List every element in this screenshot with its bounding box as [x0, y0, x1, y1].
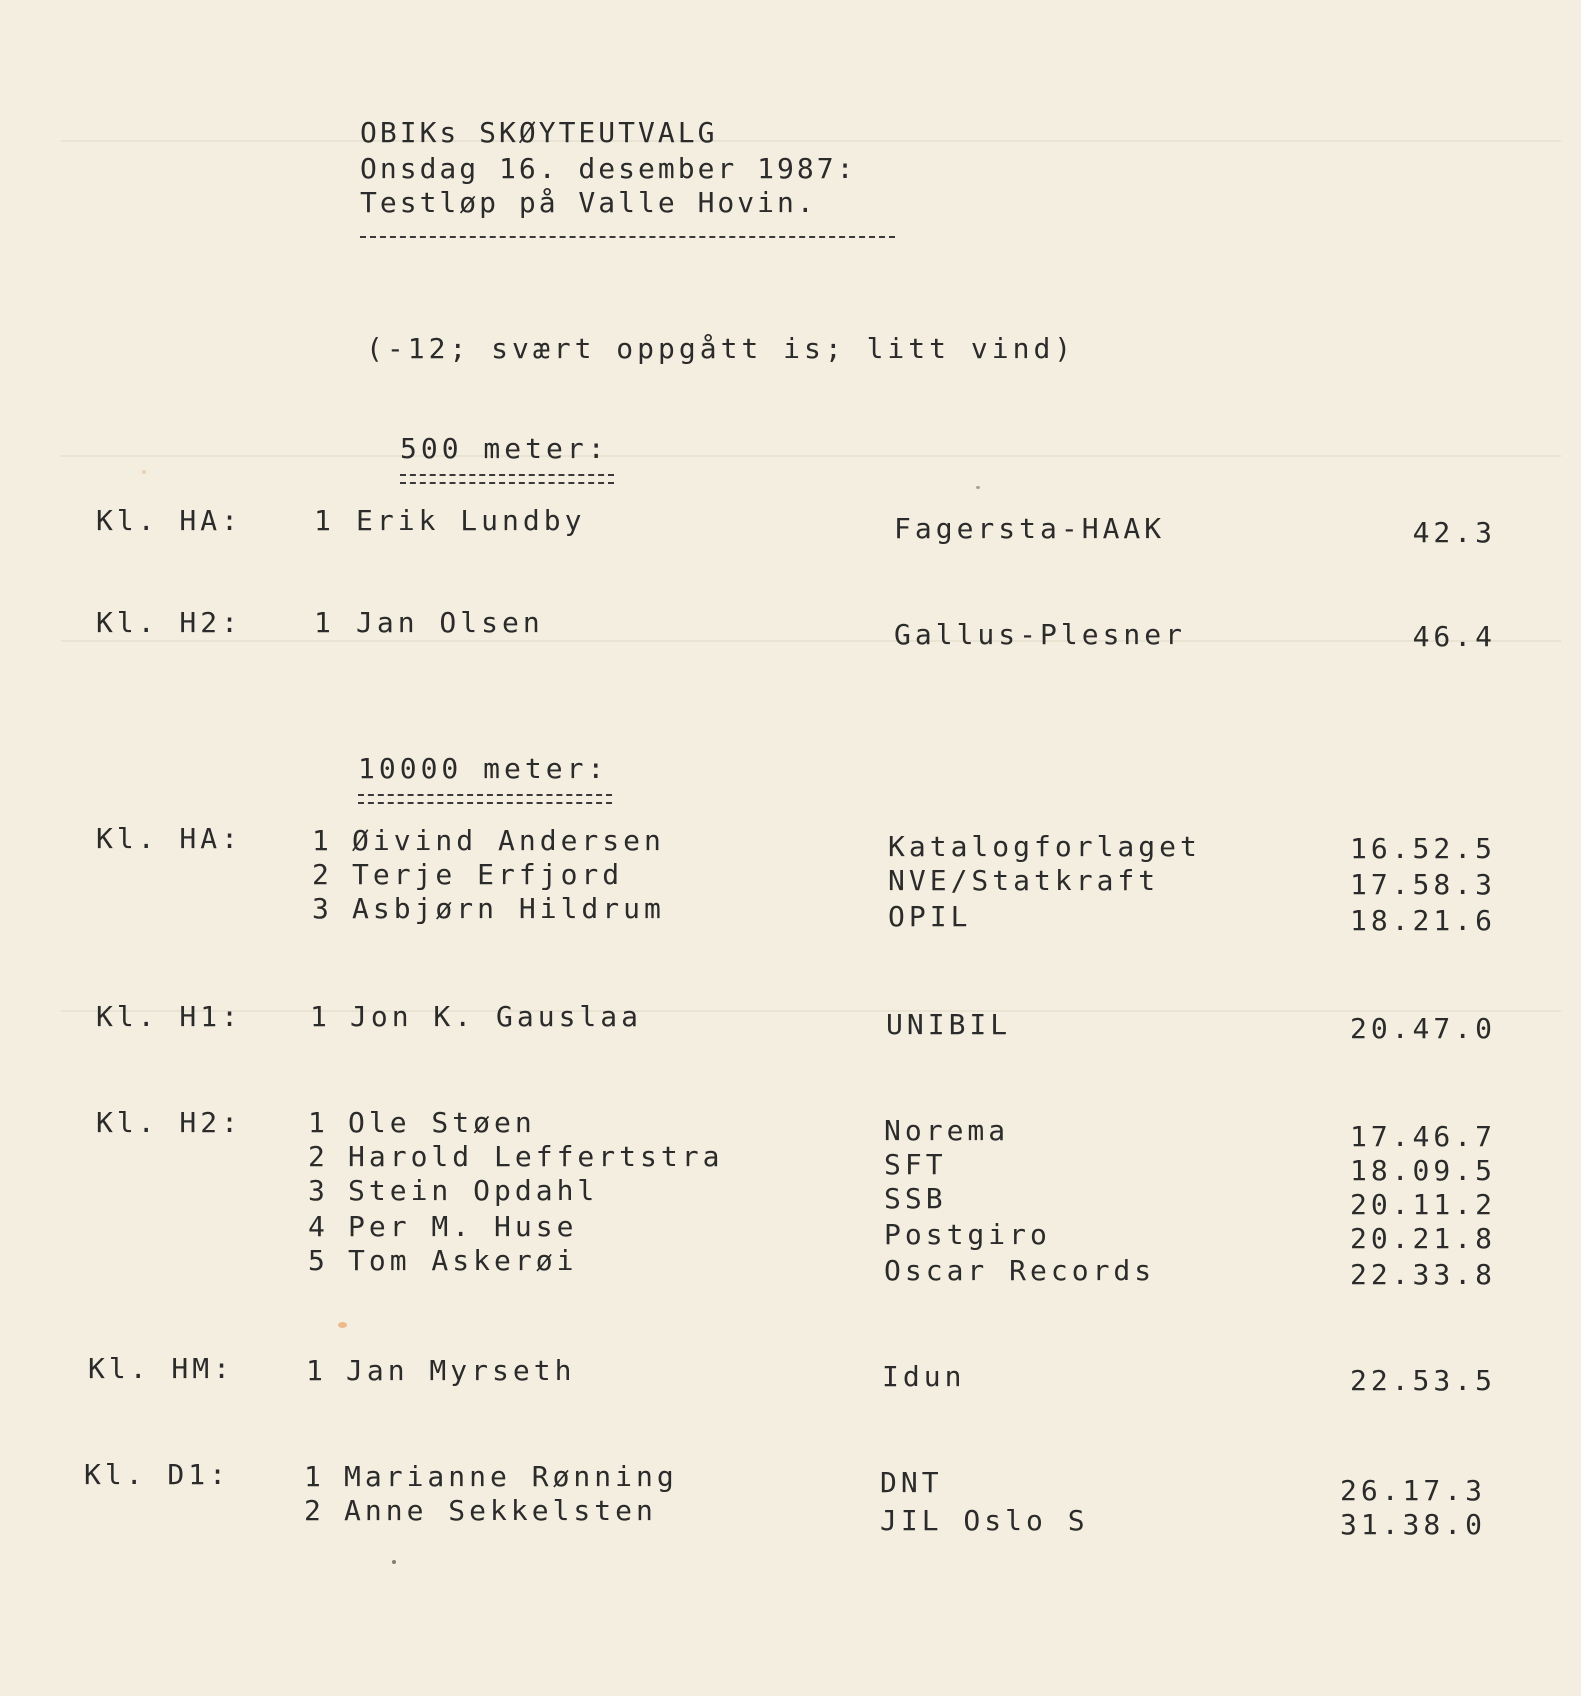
paper-speck — [976, 486, 980, 489]
skater-name: Ole Støen — [348, 1106, 536, 1139]
class-label: Kl. HA: — [96, 822, 243, 855]
place: 1 — [312, 824, 333, 857]
section-underline-10000m — [358, 794, 612, 804]
place: 1 — [304, 1460, 325, 1493]
header-underline — [360, 236, 895, 238]
skater-name: Jon K. Gauslaa — [350, 1000, 643, 1033]
header-title: OBIKs SKØYTEUTVALG — [360, 116, 718, 149]
place: 1 — [306, 1354, 327, 1387]
skater-name: Terje Erfjord — [352, 858, 624, 891]
club-name: Katalogforlaget — [888, 830, 1201, 863]
skater-name: Jan Myrseth — [346, 1354, 576, 1387]
club-name: SSB — [884, 1182, 947, 1215]
result-time: 16.52.5 — [1349, 832, 1496, 865]
class-label: Kl. HM: — [88, 1352, 235, 1385]
result-time: 22.53.5 — [1349, 1364, 1496, 1397]
result-time: 17.58.3 — [1349, 868, 1496, 901]
result-time: 26.17.3 — [1339, 1474, 1486, 1507]
club-name: Fagersta-HAAK — [894, 512, 1166, 545]
skater-name: Harold Leffertstra — [348, 1140, 724, 1173]
place: 1 — [308, 1106, 329, 1139]
class-label: Kl. H2: — [96, 1106, 243, 1139]
place: 2 — [304, 1494, 325, 1527]
club-name: Postgiro — [884, 1218, 1051, 1251]
club-name: Oscar Records — [884, 1254, 1156, 1287]
skater-name: Per M. Huse — [348, 1210, 578, 1243]
skater-name: Tom Askerøi — [348, 1244, 578, 1277]
place: 4 — [308, 1210, 329, 1243]
result-time: 20.11.2 — [1349, 1188, 1496, 1221]
club-name: OPIL — [888, 900, 972, 933]
place: 5 — [308, 1244, 329, 1277]
section-title-500m: 500 meter: — [400, 432, 609, 465]
place: 1 — [314, 606, 335, 639]
class-label: Kl. H2: — [96, 606, 243, 639]
place: 1 — [314, 504, 335, 537]
result-time: 31.38.0 — [1339, 1508, 1486, 1541]
result-time: 17.46.7 — [1349, 1120, 1496, 1153]
place: 2 — [308, 1140, 329, 1173]
club-name: Gallus-Plesner — [894, 618, 1187, 651]
skater-name: Jan Olsen — [356, 606, 544, 639]
result-time: 42.3 — [1412, 516, 1496, 549]
class-label: Kl. D1: — [84, 1458, 231, 1491]
club-name: NVE/Statkraft — [888, 864, 1160, 897]
result-time: 20.21.8 — [1349, 1222, 1496, 1255]
place: 3 — [308, 1174, 329, 1207]
skater-name: Stein Opdahl — [348, 1174, 599, 1207]
club-name: SFT — [884, 1148, 947, 1181]
paper-speck — [392, 1560, 396, 1564]
class-label: Kl. H1: — [96, 1000, 243, 1033]
club-name: JIL Oslo S — [880, 1504, 1089, 1537]
club-name: Idun — [882, 1360, 966, 1393]
header-venue: Testløp på Valle Hovin. — [360, 186, 817, 219]
skater-name: Anne Sekkelsten — [344, 1494, 657, 1527]
section-underline-500m — [400, 474, 614, 484]
result-time: 46.4 — [1412, 620, 1496, 653]
conditions-note: (-12; svært oppgått is; litt vind) — [366, 332, 1076, 365]
skater-name: Marianne Rønning — [344, 1460, 678, 1493]
club-name: Norema — [884, 1114, 1010, 1147]
place: 1 — [310, 1000, 331, 1033]
paper-stain — [338, 1322, 347, 1328]
club-name: UNIBIL — [886, 1008, 1012, 1041]
result-time: 18.09.5 — [1349, 1154, 1496, 1187]
skater-name: Erik Lundby — [356, 504, 586, 537]
result-time: 22.33.8 — [1349, 1258, 1496, 1291]
class-label: Kl. HA: — [96, 504, 243, 537]
paper-stain — [142, 470, 146, 474]
result-time: 20.47.0 — [1349, 1012, 1496, 1045]
place: 2 — [312, 858, 333, 891]
club-name: DNT — [880, 1466, 943, 1499]
result-time: 18.21.6 — [1349, 904, 1496, 937]
place: 3 — [312, 892, 333, 925]
skater-name: Asbjørn Hildrum — [352, 892, 665, 925]
header-date: Onsdag 16. desember 1987: — [360, 152, 857, 185]
section-title-10000m: 10000 meter: — [358, 752, 609, 785]
skater-name: Øivind Andersen — [352, 824, 665, 857]
